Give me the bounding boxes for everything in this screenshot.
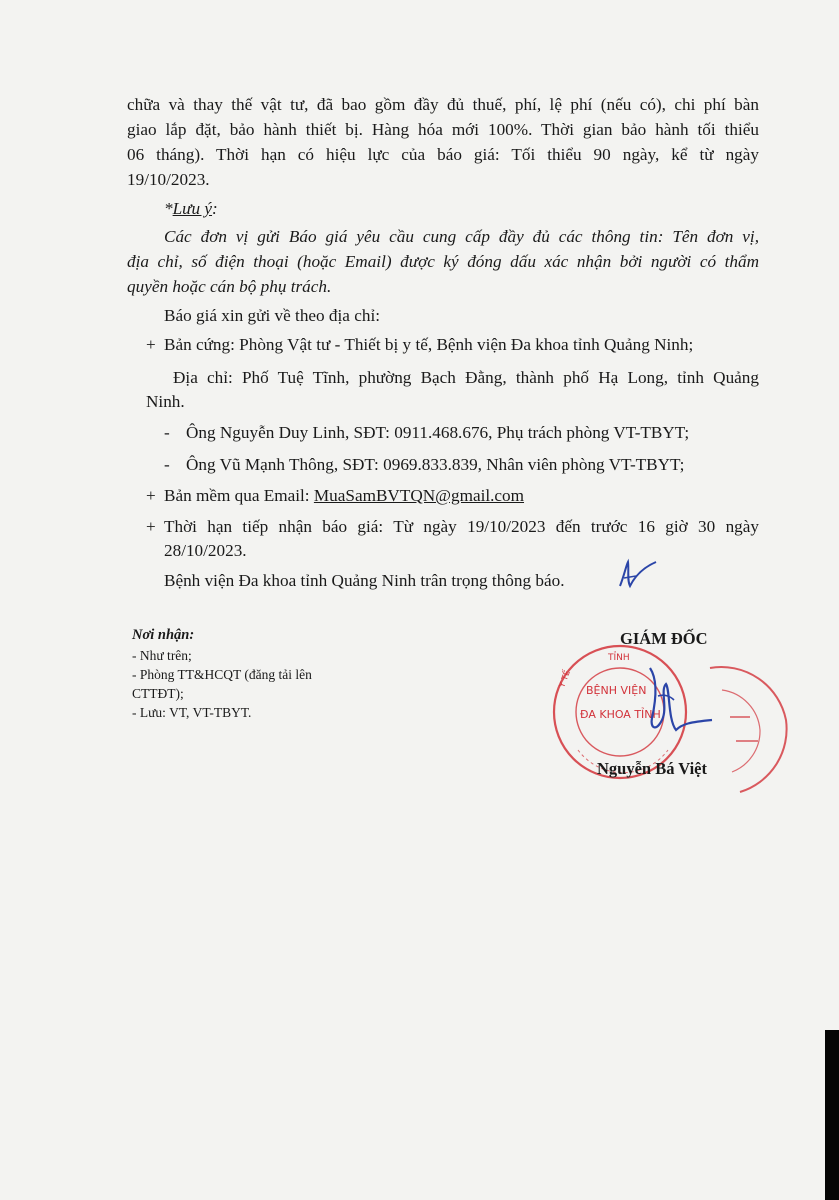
initial-mark-icon [616,556,660,592]
bullet-dash: - [164,423,170,442]
hard-copy-text: Bản cứng: Phòng Vật tư - Thiết bị y tế, Bệnh viện Đa khoa tỉnh Quảng Ninh; [164,335,694,354]
signer-name: Nguyễn Bá Việt [597,759,708,778]
handwritten-signature-icon [630,660,730,750]
recipient-item: - Phòng TT&HCQT (đăng tải lên [132,667,312,682]
bullet-plus: + [146,335,156,354]
note-line: quyền hoặc cán bộ phụ trách. [127,277,332,296]
address-line: Ninh. [146,392,185,411]
scan-edge-bar [825,1030,839,1200]
recipient-item: - Như trên; [132,648,192,663]
body-line: chữa và thay thế vật tư, đã bao gồm đầy đủ thuế, phí, lệ phí (nếu có), chi phí bàn [127,95,759,114]
body-line: 06 tháng). Thời hạn có hiệu lực của báo giá: Tối thiểu 90 ngày, kể từ ngày [127,145,759,164]
send-to-text: Báo giá xin gửi về theo địa chỉ: [164,306,380,325]
recipient-item: CTTĐT); [132,686,184,701]
soft-copy-line [164,483,524,508]
recipients-title: Nơi nhận: [132,627,195,643]
body-line: 19/10/2023. [127,170,210,189]
email-link[interactable]: MuaSamBVTQN@gmail.com [313,486,525,505]
deadline-line: 28/10/2023. [164,541,247,560]
note-star: * [164,199,173,218]
bullet-plus: + [146,517,156,536]
bullet-plus: + [146,486,156,505]
deadline-line: Thời hạn tiếp nhận báo giá: Từ ngày 19/10/2023 đến trước 16 giờ 30 ngày [164,517,759,536]
soft-copy-prefix: Bản mềm qua Email: [164,486,314,505]
note-heading [164,196,218,221]
note-label: Lưu ý [172,199,213,218]
note-line: địa chỉ, số điện thoại (hoặc Email) được ký đóng dấu xác nhận bởi người có thẩm [127,252,759,271]
body-line: giao lắp đặt, bảo hành thiết bị. Hàng hóa mới 100%. Thời gian bảo hành tối thiểu [127,120,759,139]
address-line: Địa chỉ: Phố Tuệ Tĩnh, phường Bạch Đằng, thành phố Hạ Long, tỉnh Quảng [173,368,759,387]
stamp-line1: BỆNH VIỆN [586,684,647,697]
stamp-left-text: Y TẾ [557,669,572,689]
note-line: Các đơn vị gửi Báo giá yêu cầu cung cấp đầy đủ các thông tin: Tên đơn vị, [164,227,759,246]
contact-line: Ông Nguyễn Duy Linh, SĐT: 0911.468.676, Phụ trách phòng VT-TBYT; [186,423,690,442]
signer-position: GIÁM ĐỐC [620,629,708,648]
stamp-line2: ĐA KHOA TỈNH [580,708,661,721]
contact-line: Ông Vũ Mạnh Thông, SĐT: 0969.833.839, Nhân viên phòng VT-TBYT; [186,455,685,474]
bullet-dash: - [164,455,170,474]
recipient-item: - Lưu: VT, VT-TBYT. [132,705,252,720]
note-colon: : [212,199,218,218]
closing-text: Bệnh viện Đa khoa tỉnh Quảng Ninh trân trọng thông báo. [164,571,565,590]
stamp-top-text: TỈNH [608,653,630,663]
